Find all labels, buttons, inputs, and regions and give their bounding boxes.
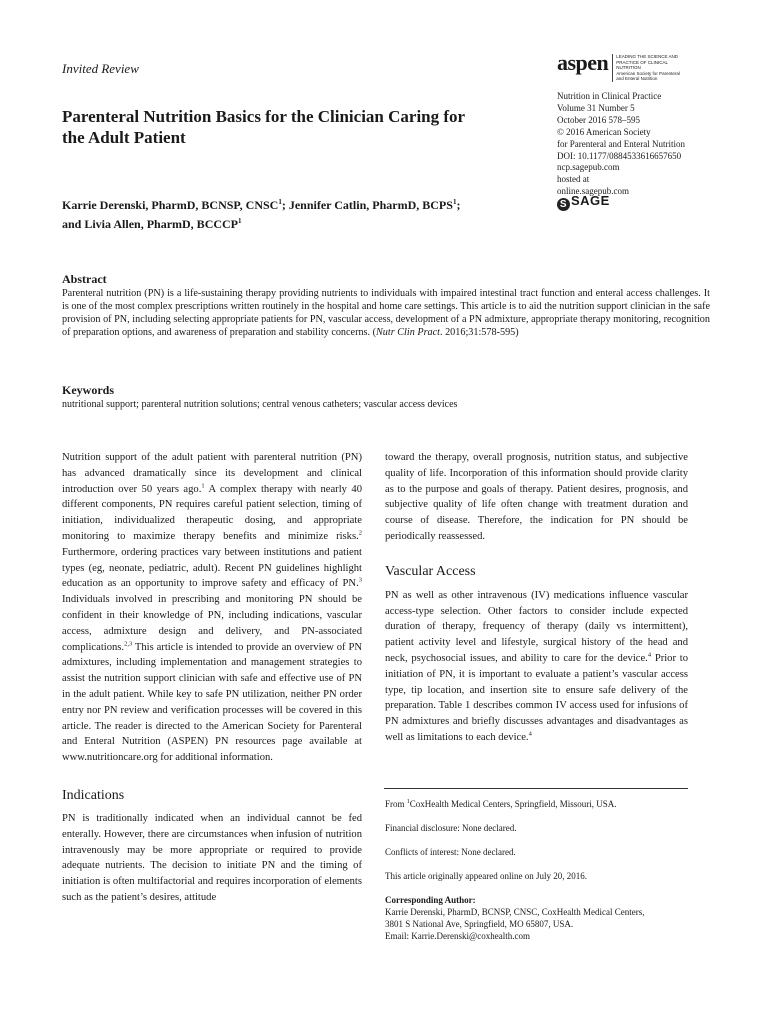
affiliation-mark: 1 — [452, 198, 457, 206]
keywords-text: nutritional support; parenteral nutrition solutions; central venous catheters; vascular access devices — [62, 399, 458, 410]
author-text: ; Jennifer Catlin, PharmD, BCPS — [281, 198, 453, 212]
footnotes — [385, 796, 705, 942]
body-paragraph: PN is traditionally indicated when an individual cannot be fed enterally. However, there are circumstances when infusion of nutrition intravenously may be more appropriate or required to provide adequate nutrients. The decision to initiate PN and the timing of initiation is often multifactorial and requires incorporation of elements such as the patient’s desires, attitude — [62, 812, 362, 903]
body-text: Furthermore, ordering practices vary between institutions and patient types (eg, neonate, pediatric, adult). Recent PN guidelines highlight education as an opportunity to improve safety and efficacy of PN. — [62, 546, 362, 590]
author-text: ; — [456, 198, 461, 212]
journal-line: © 2016 American Society — [557, 126, 651, 137]
logo-tagline-line: American Society for Parenteral and Enteral Nutrition — [616, 70, 680, 82]
reference-mark: 2 — [358, 529, 362, 537]
corresponding-author-heading: Corresponding Author: — [385, 895, 476, 905]
citation-details: . 2016;31:578-595) — [439, 327, 519, 338]
abstract-body: Parenteral nutrition (PN) is a life-sustaining therapy providing nutrients to individuals with impaired intestinal tract function and enteral access challenges. It is one of the most complex prescriptions written routinely in the hospital and home care settings. This article is to aid the nutrition support clinician in the safe provision of PN, including selecting appropriate patients for PN, vascular access, development of a PN admixture, appropriate therapy monitoring, recognition of preparation options, and awareness of preparation and stability concerns. ( — [62, 288, 710, 338]
journal-line: hosted at — [557, 174, 590, 185]
financial-disclosure: Financial disclosure: None declared. — [385, 823, 517, 833]
body-text: PN as well as other intravenous (IV) medications influence vascular access-type selection. Other factors to consider include expected duration of therapy, frequency of therapy (daily vs intermittent), patient activity level and lifestyle, surgical history of the head and neck, psychosocial issues, and ability to care for the device. — [385, 589, 688, 664]
sage-circle-icon: S — [557, 198, 570, 211]
citation-journal: Nutr Clin Pract — [376, 327, 440, 338]
body-text: Individuals involved in prescribing and monitoring PN should be confident in their knowledge of PN, including indications, vascular access, admixture design and delivery, and PN-associated complications. — [62, 594, 362, 653]
online-date-note: This article originally appeared online on July 20, 2016. — [385, 871, 587, 881]
journal-line: Nutrition in Clinical Practice — [557, 91, 662, 101]
footnote-divider — [384, 788, 688, 789]
aspen-logo — [557, 50, 707, 80]
reference-mark: 3 — [358, 576, 362, 584]
note-text: CoxHealth Medical Centers, Springfield, Missouri, USA. — [409, 799, 617, 809]
article-type-label: Invited Review — [62, 61, 139, 76]
journal-line: online.sagepub.com — [557, 186, 629, 197]
body-paragraph: toward the therapy, overall prognosis, nutrition status, and subjective quality of life. Incorporation of this information should provide clarity as to the purpose and goals of therapy. Patient desires, prognosis, and subjective quality of life often change with treatment duration and course of disease. Therefore, the indication for PN should be periodically reassessed. — [385, 452, 688, 542]
reference-mark: 1 — [201, 482, 205, 490]
journal-info — [557, 91, 757, 198]
body-text: This article is intended to provide an overview of PN admixtures, including implementation and management strategies to assist the nutrition support clinician with safe and effective use of PN in the adult patient. While key to safe PN utilization, neither PN order entry nor PN review and verification processes will be covered in this article. The reader is directed to the American Society for Parenteral and Enteral Nutrition (ASPEN) PN resources page available at www.nutritioncare.org for additional information. — [62, 641, 362, 764]
author-list — [62, 194, 512, 232]
article-title: Parenteral Nutrition Basics for the Clinician Caring for the Adult Patient — [62, 107, 465, 147]
reference-mark: 4 — [647, 651, 652, 659]
sage-wordmark: SAGE — [571, 193, 610, 208]
author-text: Karrie Derenski, PharmD, BCNSP, CNSC — [62, 198, 279, 212]
abstract-text — [62, 287, 710, 339]
note-text: From — [385, 799, 407, 809]
journal-line: DOI: 10.1177/0884533616657650 — [557, 150, 682, 161]
logo-wordmark: aspen — [557, 50, 609, 75]
body-text: Nutrition support of the adult patient with parenteral nutrition (PN) has advanced dramatically since its development and clinical introduction over 50 years ago. — [62, 452, 362, 495]
journal-line: for Parenteral and Enteral Nutrition — [557, 138, 685, 149]
logo-tagline-line: PRACTICE OF CLINICAL NUTRITION — [616, 59, 668, 71]
body-paragraph — [385, 588, 688, 746]
journal-line: ncp.sagepub.com — [557, 162, 620, 173]
body-text: A complex therapy with nearly 40 different components, PN requires careful patient selection, timing of initiation, individualized therapeutic dosing, and appropriate monitoring to maximize therapy benefits and minimize risks. — [62, 483, 363, 542]
logo-tagline — [612, 54, 688, 82]
corresponding-author-line: Karrie Derenski, PharmD, BCNSP, CNSC, CoxHealth Medical Centers, — [385, 907, 645, 917]
body-paragraph — [62, 450, 362, 766]
logo-tagline-line: LEADING THE SCIENCE AND — [616, 54, 678, 59]
sage-logo — [557, 193, 610, 211]
affiliation-mark: 1 — [278, 198, 282, 206]
reference-mark: 4 — [528, 730, 532, 738]
journal-line: Volume 31 Number 5 — [557, 102, 635, 113]
affiliation-mark: 1 — [238, 217, 242, 225]
conflicts-of-interest: Conflicts of interest: None declared. — [385, 847, 516, 857]
section-heading-indications: Indications — [62, 787, 125, 803]
journal-line: October 2016 578–595 — [557, 114, 640, 125]
keywords-heading: Keywords — [62, 383, 114, 397]
abstract-heading: Abstract — [62, 272, 107, 286]
reference-mark: 2,3 — [124, 640, 133, 648]
affiliation-note — [385, 796, 705, 810]
affiliation-mark: 1 — [406, 799, 410, 805]
section-heading-vascular-access: Vascular Access — [385, 563, 476, 579]
author-text: and Livia Allen, PharmD, BCCCP — [62, 217, 239, 231]
corresponding-author-email: Email: Karrie.Derenski@coxhealth.com — [385, 931, 530, 941]
corresponding-author-line: 3801 S National Ave, Springfield, MO 65807, USA. — [385, 919, 574, 929]
body-column-left — [62, 450, 362, 906]
body-text: Prior to initiation of PN, it is important to evaluate a patient’s vascular access type, tip location, and insertion site to ensure safe delivery of the preparation. Table 1 describes common IV access used for infusions of PN admixtures and briefly discusses advantages and disadvantages as well as limitations to each device. — [385, 652, 688, 743]
body-column-right — [385, 450, 688, 746]
